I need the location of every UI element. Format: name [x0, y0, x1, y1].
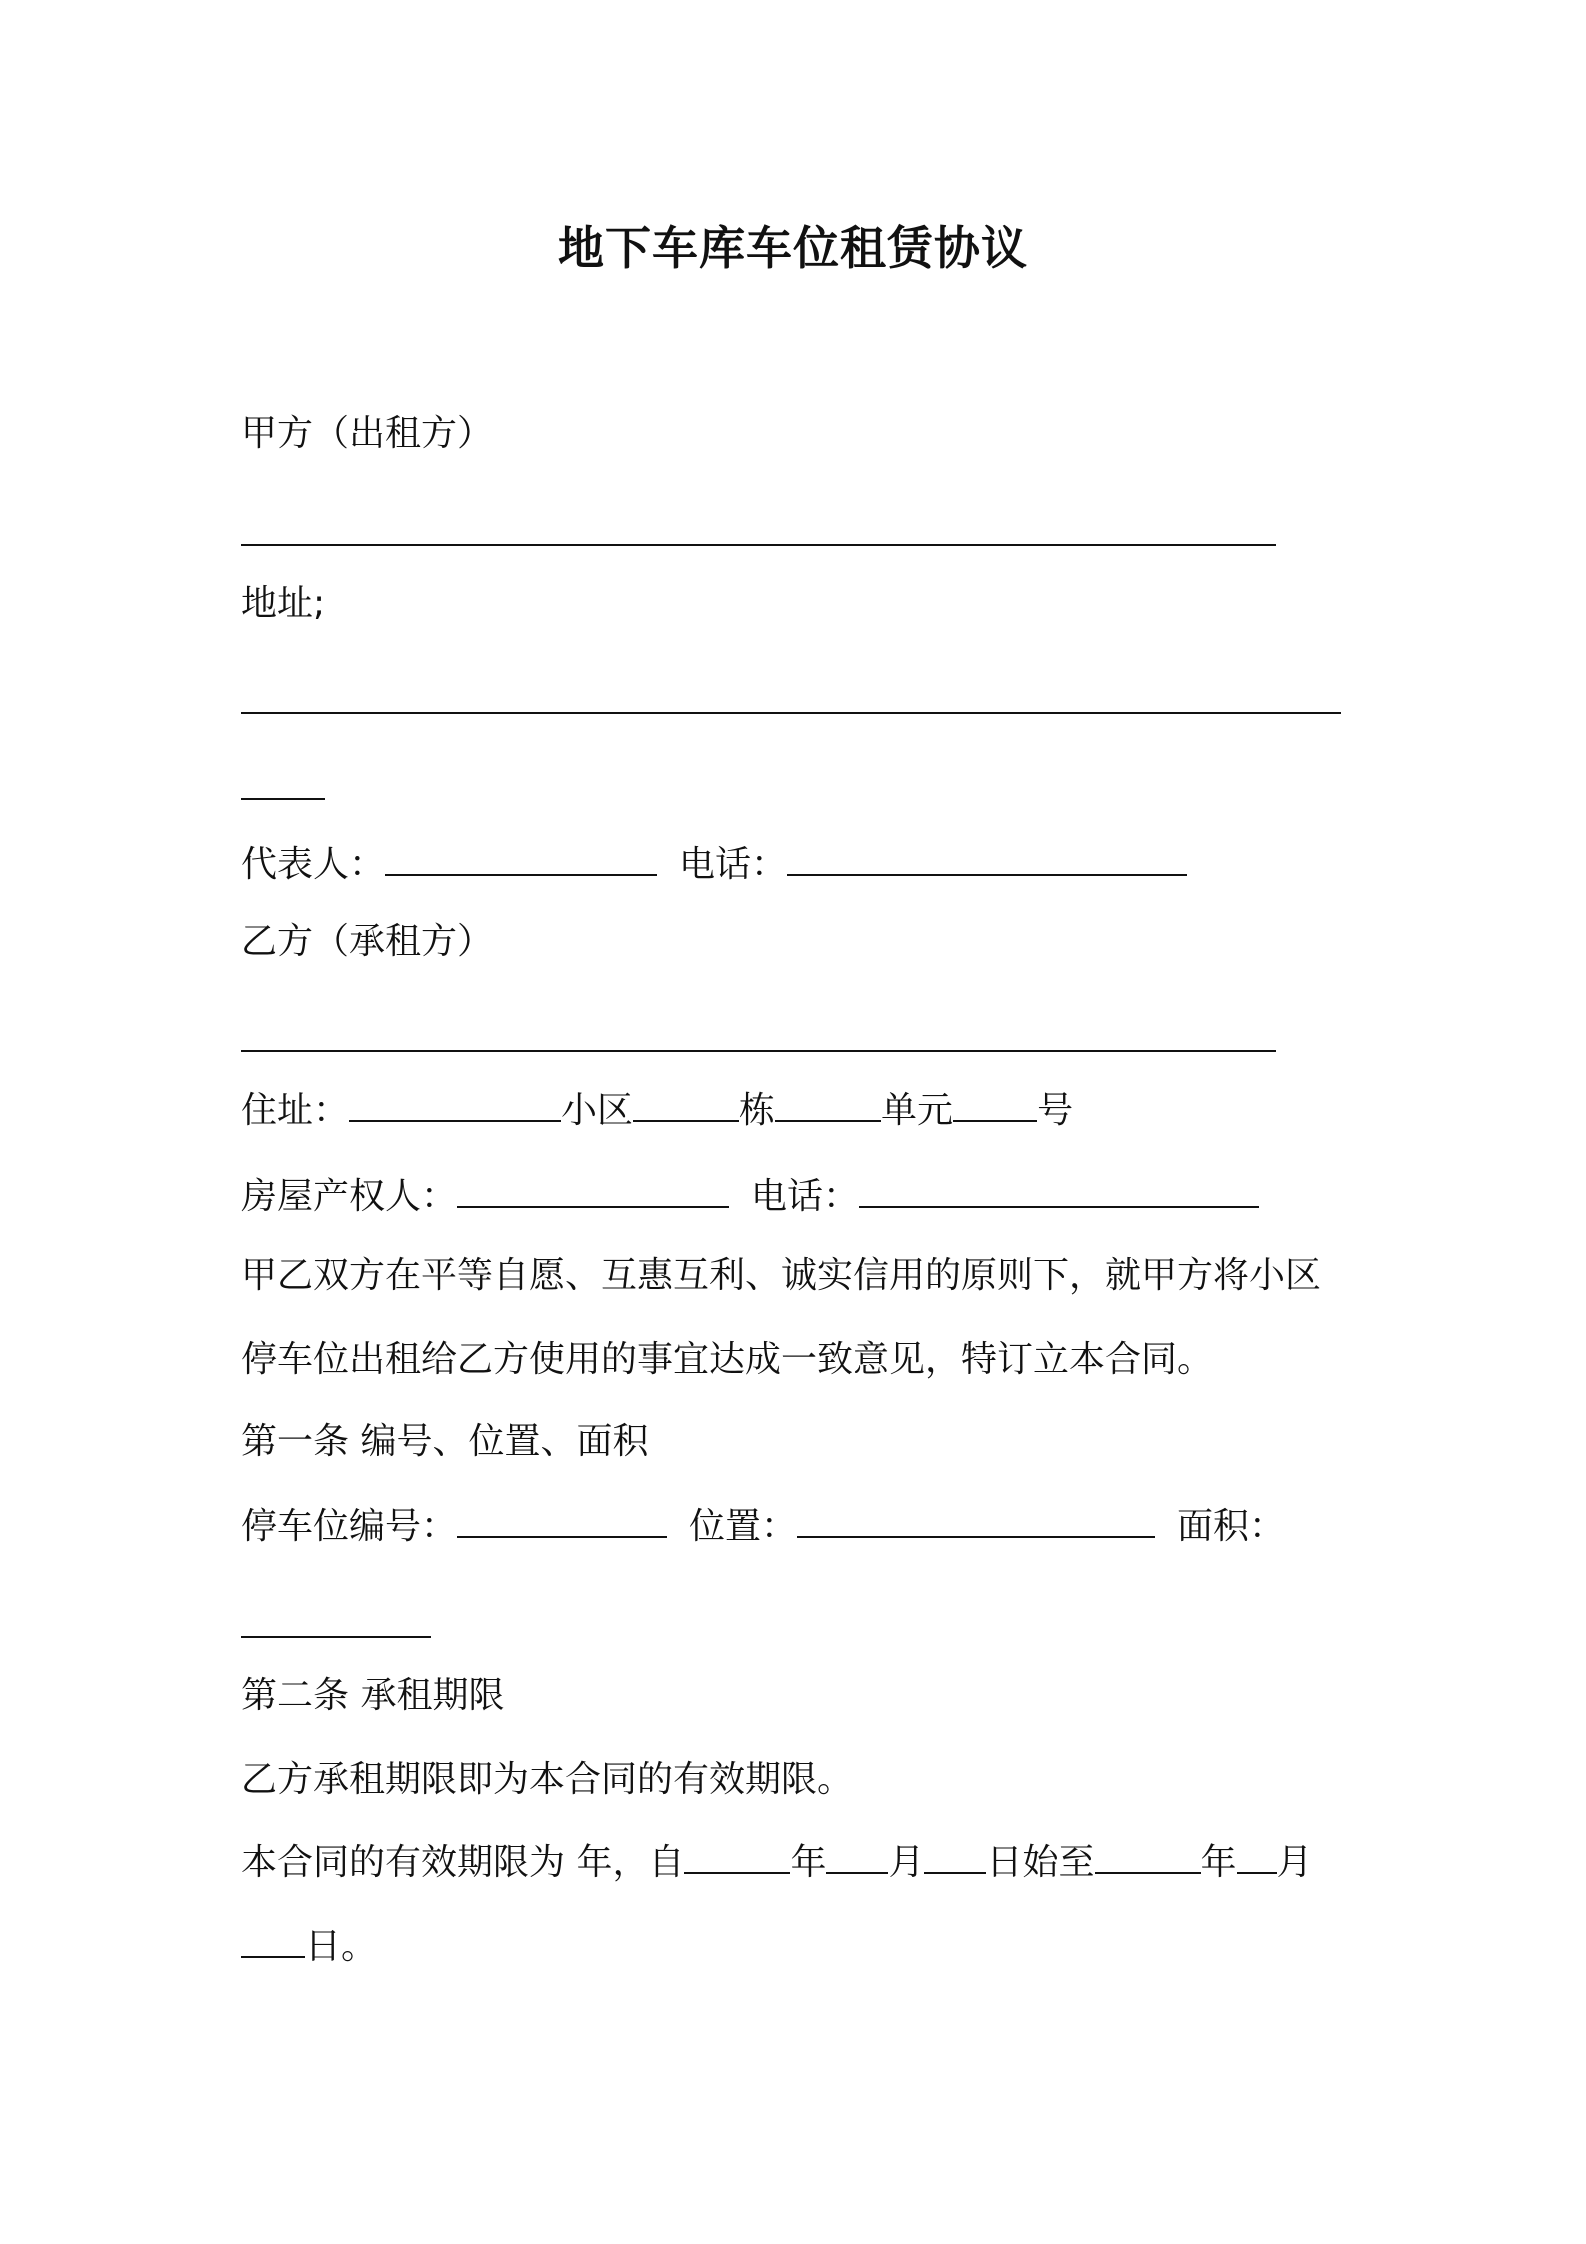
start-day-blank: [924, 1838, 986, 1874]
area-blank: [241, 1636, 431, 1638]
end-year-label: 年: [1200, 1842, 1237, 1883]
party-a-phone-blank: [787, 840, 1187, 876]
unit-label: 单元: [881, 1090, 954, 1131]
community-label: 小区: [561, 1090, 634, 1131]
room-number-blank: [953, 1086, 1037, 1122]
start-day-label: 日始至: [986, 1842, 1095, 1883]
party-a-heading: 甲方（出租方）: [241, 413, 494, 454]
end-year-blank: [1095, 1838, 1201, 1874]
party-a-contact-row: [241, 840, 1187, 889]
representative-blank: [385, 840, 657, 876]
location-label: 位置：: [689, 1506, 798, 1547]
area-label: 面积：: [1177, 1506, 1286, 1547]
party-b-owner-row: [241, 1172, 1259, 1221]
article-2-term-row-continued: [241, 1922, 377, 1971]
start-month-blank: [826, 1838, 888, 1874]
space-number-blank: [457, 1502, 667, 1538]
owner-blank: [457, 1172, 729, 1208]
party-a-address-blank: [241, 712, 1341, 714]
representative-label: 代表人：: [241, 844, 386, 885]
article-2-heading: 第二条 承租期限: [241, 1675, 505, 1716]
building-label: 栋: [739, 1090, 776, 1131]
party-b-phone-blank: [859, 1172, 1259, 1208]
party-a-address-label: 地址;: [241, 583, 326, 624]
party-a-name-blank: [241, 544, 1276, 546]
unit-blank: [775, 1086, 881, 1122]
community-blank: [349, 1086, 561, 1122]
start-month-label: 月: [888, 1842, 925, 1883]
party-b-name-blank: [241, 1050, 1276, 1052]
number-label: 号: [1037, 1090, 1074, 1131]
space-number-label: 停车位编号：: [241, 1506, 458, 1547]
document-title: 地下车库车位租赁协议: [558, 221, 1028, 275]
article-1-fields-row: [241, 1502, 1285, 1551]
owner-label: 房屋产权人：: [241, 1176, 458, 1217]
article-2-line-1: 乙方承租期限即为本合同的有效期限。: [241, 1759, 854, 1800]
preamble-line-2: 停车位出租给乙方使用的事宜达成一致意见，特订立本合同。: [241, 1339, 1214, 1380]
start-year-label: 年: [790, 1842, 827, 1883]
end-month-blank: [1237, 1838, 1277, 1874]
start-year-blank: [684, 1838, 790, 1874]
party-b-phone-label: 电话：: [751, 1176, 860, 1217]
end-day-blank: [241, 1922, 305, 1958]
party-a-address-blank-continued: [241, 798, 325, 800]
location-blank: [797, 1502, 1155, 1538]
party-a-phone-label: 电话：: [679, 844, 788, 885]
article-1-heading: 第一条 编号、位置、面积: [241, 1421, 649, 1462]
preamble-line-1: 甲乙双方在平等自愿、互惠互利、诚实信用的原则下，就甲方将小区: [241, 1255, 1322, 1296]
end-month-label: 月: [1276, 1842, 1313, 1883]
building-blank: [633, 1086, 739, 1122]
party-b-residence-row: [241, 1086, 1073, 1135]
end-day-label: 日。: [305, 1926, 378, 1967]
party-b-heading: 乙方（承租方）: [241, 921, 494, 962]
term-prefix: 本合同的有效期限为 年，自: [241, 1842, 685, 1883]
article-2-term-row: [241, 1838, 1313, 1887]
residence-label: 住址：: [241, 1090, 350, 1131]
